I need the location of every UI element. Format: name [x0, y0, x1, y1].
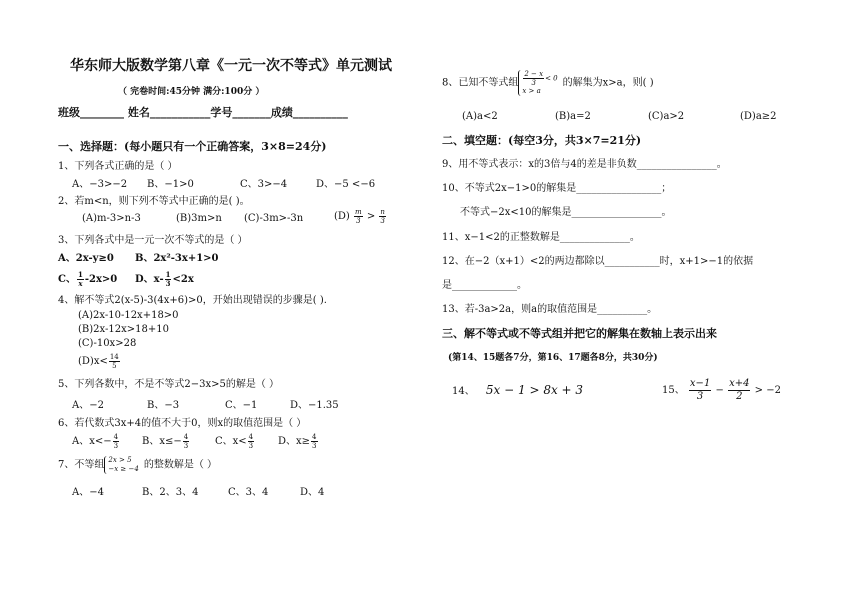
q4-option-c: (C)-10x>28: [78, 338, 137, 349]
fraction-denominator: 3: [248, 442, 254, 450]
q8-option-b: (B)a=2: [555, 111, 591, 122]
section-choice-heading: 一、选择题：(每小题只有一个正确答案，3×8=24分): [58, 140, 327, 153]
q15-label: 15、: [662, 385, 685, 396]
q14-expression: 5x − 1 > 8x + 3: [485, 383, 584, 397]
q10: 10、不等式2x−1>0的解集是_________________；: [442, 183, 672, 194]
q6-option-d-label: D、x≥: [278, 436, 311, 447]
q7-inequality-system: [104, 456, 141, 474]
q2-option-a: (A)m-3>n-3: [82, 213, 141, 224]
fraction-denominator: 3: [183, 442, 189, 450]
q14-label: 14、: [452, 386, 475, 397]
q7-option-c: C、3、4: [228, 487, 269, 498]
q8-option-a: (A)a<2: [462, 111, 498, 122]
fraction-numerator: 4: [183, 433, 189, 441]
q8-stem-suffix: 的解集为x>a，则( ): [562, 77, 654, 89]
q1-option-c: C、3>−4: [240, 179, 288, 190]
q9: 9、用不等式表示：x的3倍与4的差是非负数________________。: [442, 159, 727, 170]
q12-part2: 是_____________。: [442, 280, 527, 291]
fraction-numerator: 4: [113, 433, 119, 441]
q6-fraction-43: [248, 433, 254, 450]
q8-stem-prefix: 8、已知不等式组: [442, 77, 519, 89]
fraction-numerator: x+4: [729, 378, 750, 389]
system-line: [522, 70, 557, 87]
q3-option-c: [58, 271, 117, 288]
q8-stem: [442, 70, 654, 96]
fraction-denominator: 5: [112, 362, 117, 370]
q1-stem: 1、下列各式正确的是（ ）: [58, 161, 178, 172]
fraction-denominator: 3: [531, 79, 536, 87]
fraction-numerator: n: [380, 208, 385, 216]
q3-option-c-prefix: C、: [58, 274, 76, 285]
q15-fraction-1: [689, 378, 711, 403]
q5-option-d: D、−1.35: [290, 400, 339, 411]
q2-option-d: [334, 208, 387, 225]
q4-option-d-prefix: (D)x<: [78, 356, 108, 367]
q3-option-b: B、2x²-3x+1>0: [135, 253, 219, 264]
q6-option-a-label: A、x<−: [72, 436, 112, 447]
q1-option-a: A、−3>−2: [72, 179, 128, 190]
exam-info: （ 完卷时间:45分钟 满分:100分 ）: [118, 87, 265, 97]
fraction-denominator: 2: [736, 391, 743, 402]
q5-option-a: A、−2: [72, 400, 104, 411]
q4-stem: 4、解不等式2(x-5)-3(4x+6)>0，开始出现错误的步骤是( ).: [58, 295, 327, 306]
q3-option-d: [135, 271, 194, 288]
q15: [662, 378, 781, 403]
q2-option-c: (C)-3m>-3n: [244, 213, 304, 224]
q4-option-a: (A)2x-10-12x+18>0: [78, 310, 179, 321]
fraction-numerator: 1: [77, 270, 83, 279]
q3-option-c-suffix: -2x>0: [84, 274, 118, 285]
system-line: 2x > 5: [108, 456, 132, 464]
q6-fraction-43: [113, 433, 119, 450]
gt-sign: >: [366, 211, 376, 222]
q3-option-d-prefix: D、x-: [135, 274, 164, 285]
minus-sign: −: [715, 385, 724, 396]
fraction-numerator: 1: [165, 270, 171, 279]
q3-option-d-suffix: <2x: [172, 274, 194, 285]
fraction-denominator: 3: [696, 391, 704, 402]
q2-option-d-label: (D): [334, 211, 350, 222]
q2-option-b: (B)3m>n: [176, 213, 222, 224]
fraction-numerator: 2 − x: [524, 70, 544, 78]
q3-fraction-1x: [77, 271, 84, 288]
q6-fraction-43: [183, 433, 189, 450]
fraction-denominator: x: [78, 279, 83, 288]
q2-fraction-m3: [354, 208, 363, 225]
q6-option-c: [215, 433, 255, 450]
student-info-fields: 班级________ 姓名___________学号_______成绩__________: [58, 106, 348, 119]
q15-suffix: > −2: [754, 385, 781, 396]
q14: [452, 384, 583, 398]
q3-stem: 3、下列各式中是一元一次不等式的是（ ）: [58, 235, 248, 246]
q6-fraction-43: [311, 433, 317, 450]
q8-option-c: (C)a>2: [648, 111, 685, 122]
fraction-numerator: 4: [312, 433, 317, 441]
q11: 11、x−1<2的正整数解是______________。: [442, 232, 640, 243]
q4-fraction-145: [109, 353, 120, 370]
q10-part2: 不等式−2x<10的解集是__________________。: [460, 207, 672, 218]
q7-stem-prefix: 7、不等组: [58, 459, 105, 471]
fraction-denominator: 3: [312, 442, 317, 450]
fraction-numerator: m: [355, 208, 362, 216]
q3-option-a: A、2x-y≥0: [58, 253, 114, 264]
q6-option-c-label: C、x<: [215, 436, 247, 447]
q8-option-d: (D)a≥2: [740, 111, 777, 122]
q4-option-b: (B)2x-12x>18+10: [78, 324, 169, 335]
q6-option-a: [72, 433, 120, 450]
fraction-denominator: 3: [356, 217, 361, 225]
page-title: 华东师大版数学第八章《一元一次不等式》单元测试: [70, 58, 392, 74]
system-relation: < 0: [545, 74, 558, 83]
q7-option-b: B、2、3、4: [142, 487, 199, 498]
q5-option-b: B、−3: [147, 400, 180, 411]
q5-stem: 5、下列各数中，不是不等式2−3x>5的解是（ ）: [58, 379, 280, 390]
q7-stem-suffix: 的整数解是（ ）: [143, 459, 218, 471]
q6-option-d: [278, 433, 319, 450]
q1-option-d: D、−5 <−6: [316, 179, 376, 190]
q15-fraction-2: [728, 378, 750, 403]
q7-option-d: D、4: [300, 487, 325, 498]
q5-option-c: C、−1: [225, 400, 258, 411]
q2-fraction-n3: [379, 208, 386, 225]
q7-option-a: A、−4: [72, 487, 104, 498]
fraction-denominator: 3: [113, 442, 119, 450]
section-solve-points: (第14、15题各7分，第16、17题各8分，共30分): [448, 353, 658, 363]
fraction-numerator: x−1: [689, 378, 711, 389]
q13: 13、若-3a>2a，则a的取值范围是__________。: [442, 304, 658, 315]
q6-option-b: [142, 433, 190, 450]
q7-stem: [58, 456, 217, 474]
q6-option-b-label: B、x≤−: [142, 436, 182, 447]
q4-option-d: [78, 353, 121, 370]
section-fill-heading: 二、填空题：(每空3分，共3×7=21分): [442, 134, 642, 147]
fraction-numerator: 4: [248, 433, 254, 441]
q2-stem: 2、若m<n，则下列不等式中正确的是( )。: [58, 196, 250, 207]
fraction-denominator: 3: [380, 217, 385, 225]
fraction-denominator: 3: [165, 279, 171, 288]
q8-fraction: [523, 70, 544, 87]
q1-option-b: B、−1>0: [147, 179, 194, 190]
fraction-numerator: 14: [109, 353, 119, 361]
q8-inequality-system: [518, 70, 560, 96]
system-line: x > a: [522, 87, 541, 95]
system-line: −x ≥ −4: [108, 465, 139, 473]
q6-stem: 6、若代数式3x+4的值不大于0，则x的取值范围是（ ）: [58, 418, 307, 429]
q12: 12、在−2（x+1）<2的两边都除以___________时，x+1>−1的依据: [442, 256, 754, 267]
q3-fraction-13: [165, 271, 172, 288]
section-solve-heading: 三、解不等式或不等式组并把它的解集在数轴上表示出来: [442, 327, 717, 340]
